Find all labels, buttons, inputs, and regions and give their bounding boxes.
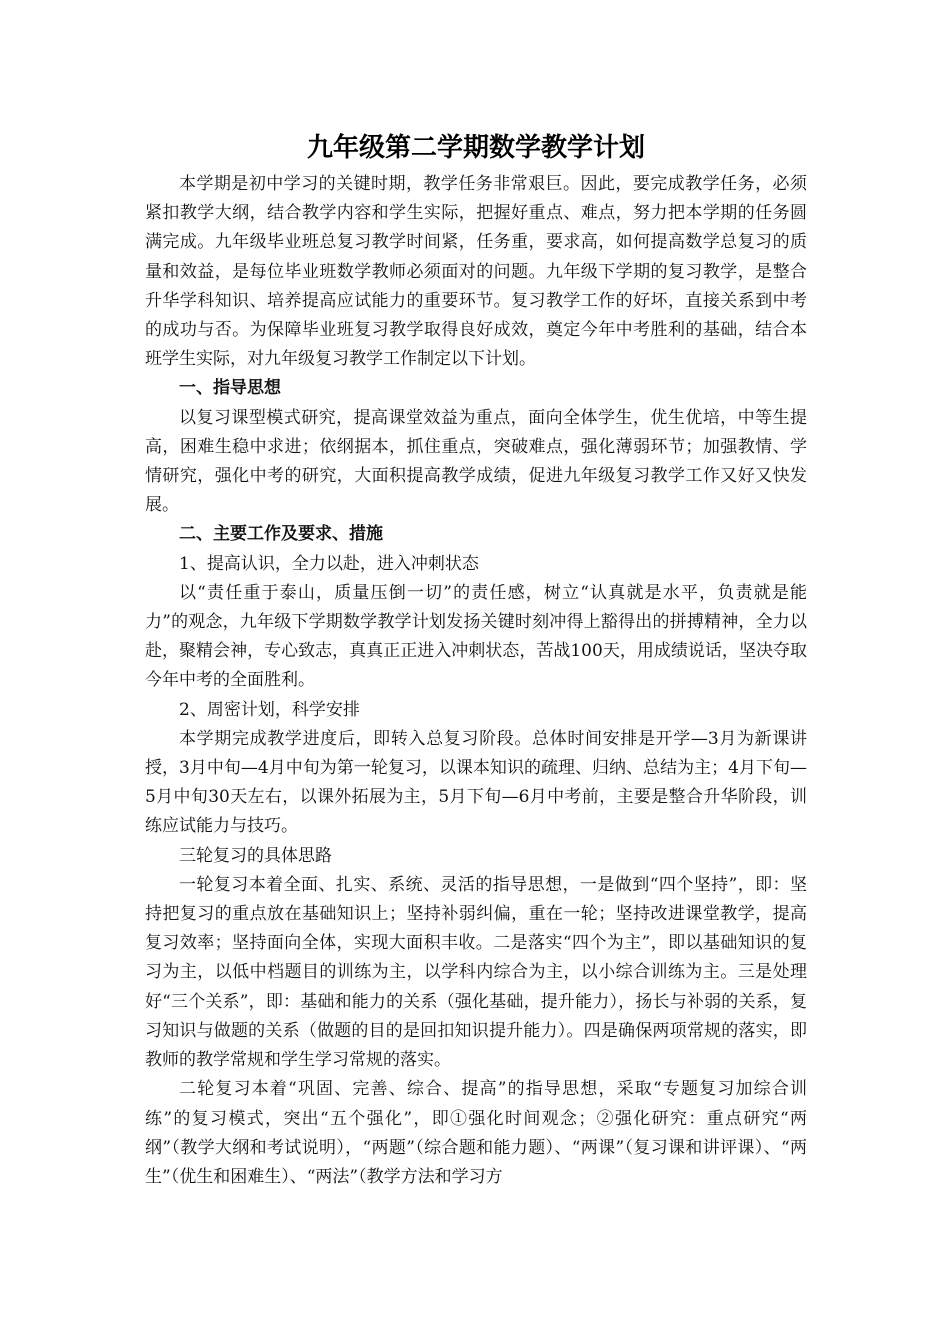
raise-awareness-paragraph: 以“责任重于泰山，质量压倒一切”的责任感，树立“认真就是水平，负责就是能力”的观念，九年级下学期数学教学计划发扬关键时刻冲得上豁得出的拼搏精神，全力以赴，聚精会神，专心致志，真真正正进入冲刺状态，苦战100天，用成绩说话，坚决夺取今年中考的全面胜利。 — [145, 582, 807, 691]
document-title: 九年级第二学期数学教学计划 — [306, 133, 645, 163]
second-round-paragraph: 二轮复习本着“巩固、完善、综合、提高”的指导思想，采取“专题复习加综合训练”的复习模式，突出“五个强化”，即①强化时间观念；②强化研究：重点研究“两纲”（教学大纲和考试说明），“两题”（综合题和能力题）、“两课”（复习课和讲评课）、“两生”（优生和困难生）、“两法”（教学方法和学习方 — [145, 1079, 807, 1187]
section-heading-guiding-ideology: 一、指导思想 — [179, 378, 281, 399]
guiding-ideology-paragraph: 以复习课型模式研究，提高课堂效益为重点，面向全体学生，优生优培，中等生提高，困难生稳中求进；依纲据本，抓住重点，突破难点，强化薄弱环节；加强教情、学情研究，强化中考的研究，大面积提高教学成绩，促进九年级复习教学工作又好又快发展。 — [145, 407, 807, 516]
subheading-three-rounds: 三轮复习的具体思路 — [179, 845, 332, 866]
subheading-careful-plan: 2、周密计划，科学安排 — [179, 699, 360, 720]
section-heading-main-work: 二、主要工作及要求、措施 — [179, 524, 383, 545]
subheading-raise-awareness: 1、提高认识，全力以赴，进入冲刺状态 — [179, 553, 479, 574]
intro-paragraph: 本学期是初中学习的关键时期，教学任务非常艰巨。因此，要完成教学任务，必须紧扣教学大纲，结合教学内容和学生实际，把握好重点、难点，努力把本学期的任务圆满完成。九年级毕业班总复习教学时间紧，任务重，要求高，如何提高数学总复习的质量和效益，是每位毕业班数学教师必须面对的问题。九年级下学期的复习教学，是整合升华学科知识、培养提高应试能力的重要环节。复习教学工作的好坏，直接关系到中考的成功与否。为保障毕业班复习教学取得良好成效，奠定今年中考胜利的基础，结合本班学生实际，对九年级复习教学工作制定以下计划。 — [145, 174, 807, 370]
careful-plan-paragraph: 本学期完成教学进度后，即转入总复习阶段。总体时间安排是开学—3月为新课讲授，3月中旬—4月中旬为第一轮复习，以课本知识的疏理、归纳、总结为主；4月下旬—5月中旬30天左右，以课外拓展为主，5月下旬—6月中考前，主要是整合升华阶段，训练应试能力与技巧。 — [145, 728, 807, 837]
first-round-paragraph: 一轮复习本着全面、扎实、系统、灵活的指导思想，一是做到“四个坚持”，即：坚持把复习的重点放在基础知识上；坚持补弱纠偏，重在一轮；坚持改进课堂教学，提高复习效率；坚持面向全体，实现大面积丰收。二是落实“四个为主”，即以基础知识的复习为主，以低中档题目的训练为主，以学科内综合为主，以小综合训练为主。三是处理好“三个关系”，即：基础和能力的关系（强化基础，提升能力），扬长与补弱的关系，复习知识与做题的关系（做题的目的是回扣知识提升能力）。四是确保两项常规的落实，即教师的教学常规和学生学习常规的落实。 — [145, 874, 807, 1071]
document-page — [145, 128, 807, 1192]
